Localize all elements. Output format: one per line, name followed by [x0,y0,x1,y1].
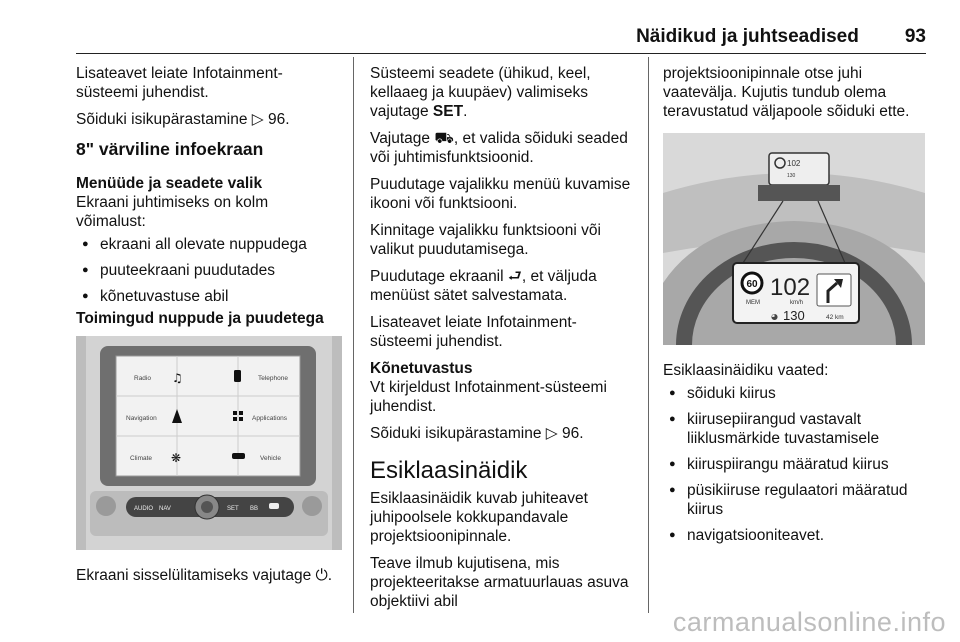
list-item: ● püsikiiruse regulaatori määratud kiirus [663,481,927,519]
mem-label: MEM [746,300,760,306]
infotainment-illustration [76,336,342,550]
subheading: Menüüde ja seadete valik [76,175,263,192]
page-header [0,26,926,48]
screen-item-navigation: Navigation [126,415,157,422]
list-item: ● kiiruspiirangu määratud kiirus [663,455,927,474]
vehicle-speed: 102 [770,274,811,301]
phone-icon [234,370,241,382]
hud-illustration [663,133,925,345]
watermark: carmanualsonline.info [672,607,946,637]
hud-figure [663,133,925,345]
paragraph: Vajutage ⛟, et valida sõiduki seaded või juhtimisfunktsioonid. [370,130,628,166]
column-divider-1 [353,57,354,613]
screen-item-climate: Climate [130,455,153,462]
hud-small-speed: 102 [787,159,801,168]
column-1 [76,64,342,593]
set-button[interactable]: SET [227,506,239,512]
section-heading: Esiklaasinäidik [370,457,528,484]
page-ref-icon: ▷ [545,425,562,442]
cross-reference-link[interactable]: 96. [562,425,584,442]
paragraph: projektsioonipinnale otse juhi vaatevälja. Kujutis tundub olema teravustatud väljapoole sõiduki ette. [663,65,910,120]
paragraph: Puudutage ekraanil ⮐, et väljuda menüüst sätet salvestamata. [370,268,597,304]
applications-icon [233,411,237,415]
column-2 [370,64,638,619]
infotainment-figure [76,336,342,550]
paragraph: Kinnitage vajalikku funktsiooni või valikut puudutamisega. [370,222,601,258]
hud-small-cruise: 130 [787,173,796,179]
paragraph: Esiklaasinäidik kuvab juhiteavet juhipoolsele kokkupandavale projektsioonipinnale. [370,490,588,545]
car-icon [232,453,245,459]
paragraph: Esiklaasinäidiku vaated: [663,362,829,379]
header-rule [76,53,926,54]
page-ref-icon: ▷ [251,111,268,128]
cruise-control-icon: ◕ [771,312,778,321]
cross-reference: Sõiduki isikupärastamine ▷ 96. [370,425,584,442]
cross-reference-link[interactable]: 96. [268,111,290,128]
bullet-list [76,235,342,306]
cruise-speed: 130 [783,308,805,323]
screen-item-telephone: Telephone [258,375,288,382]
power-icon: ⏻ [315,567,328,584]
home-button[interactable] [96,496,116,516]
nav-distance: 42 km [826,314,844,321]
paragraph: Lisateavet leiate Infotainment-süsteemi juhendist. [76,65,283,101]
list-item: ● sõiduki kiirus [663,384,927,403]
screen-item-applications: Applications [252,415,288,422]
nav-button[interactable]: NAV [159,506,171,512]
subheading: Toimingud nuppude ja puudetega [76,310,324,327]
list-item: ● kiirusepiirangud vastavalt liiklusmärkide tuvastamisele [663,410,927,448]
bb-button[interactable]: BB [250,506,259,512]
speed-limit-value: 60 [746,279,758,290]
paragraph: Vt kirjeldust Infotainment-süsteemi juhendist. [370,379,607,415]
screen-item-radio: Radio [134,375,151,382]
list-item: ● navigatsiooniteavet. [663,526,927,545]
paragraph: Lisateavet leiate Infotainment-süsteemi juhendist. [370,314,577,350]
paragraph: Puudutage vajalikku menüü kuvamise ikooni või funktsiooni. [370,176,631,212]
list-item: ● puuteekraani puudutades [76,261,342,280]
subheading: Kõnetuvastus [370,360,473,377]
music-note-icon: ♫ [172,371,183,385]
page-number: 93 [904,26,926,47]
header-title: Näidikud ja juhtseadised [636,26,859,47]
paragraph: Ekraani juhtimiseks on kolm võimalust: [76,194,269,230]
bullet-list [663,384,927,545]
paragraph: Teave ilmub kujutisena, mis projekteeritakse armatuurlauas asuva objektiivi abil [370,555,629,610]
fan-icon: ❋ [171,451,182,465]
list-item: ● kõnetuvastuse abil [76,287,342,306]
audio-button[interactable]: AUDIO [134,506,154,512]
speed-unit: km/h [790,300,804,306]
section-heading: 8" värviline infoekraan [76,139,264,159]
vehicle-button[interactable] [269,503,279,509]
column-divider-2 [648,57,649,613]
screen-item-vehicle: Vehicle [260,455,281,462]
paragraph: Süsteemi seadete (ühikud, keel, kellaaeg ja kuupäev) valimiseks vajutage SET. [370,65,591,120]
list-item: ● ekraani all olevate nuppudega [76,235,342,254]
paragraph: Ekraani sisselülitamiseks vajutage ⏻. [76,567,333,584]
side-button[interactable] [302,496,322,516]
column-3 [663,64,927,552]
cross-reference: Sõiduki isikupärastamine ▷ 96. [76,111,290,128]
